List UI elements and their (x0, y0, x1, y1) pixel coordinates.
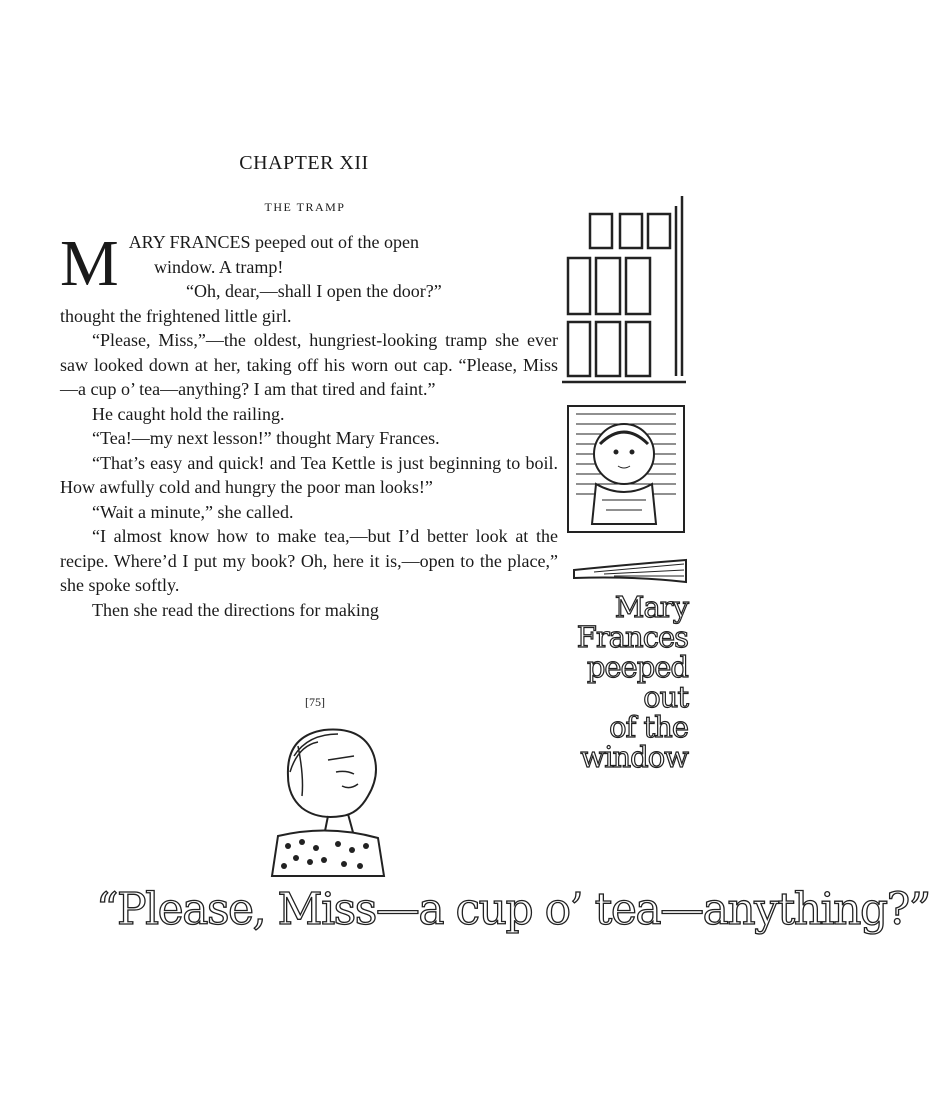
window-illustration (562, 196, 688, 392)
second-paragraph (60, 279, 558, 304)
second-paragraph-line-1: “Oh, dear,—shall I open the door?” (186, 281, 442, 301)
tramp-illustration (258, 716, 398, 880)
second-paragraph-rest: thought the frightened little girl. (60, 305, 292, 326)
paragraph: “Please, Miss,”—the oldest, hungriest-looking tramp she ever saw looked down at her, taking off his worn out cap. “Please, Miss—a cup o’ tea—anything? I am that tired and faint.” (60, 330, 558, 399)
opening-line-1: ARY FRANCES peeped out of the open (128, 232, 419, 252)
paragraph: Then she read the directions for making (92, 599, 379, 620)
side-caption-line: window (580, 740, 688, 774)
paragraph: “I almost know how to make tea,—but I’d better look at the recipe. Where’d I put my book? Oh, here it is,—open to the place,” she spoke softly. (60, 526, 558, 595)
page-number: [75] (305, 695, 325, 709)
side-caption-line: of the (609, 710, 688, 744)
bottom-illustration-caption: “Please, Miss—a cup o’ tea—anything?” (96, 884, 930, 935)
paragraph: “Wait a minute,” she called. (92, 501, 294, 522)
side-caption-line: Mary (614, 590, 688, 624)
section-title: THE TRAMP (264, 200, 346, 214)
paragraph: He caught hold the railing. (92, 403, 285, 424)
opening-line-2: window. A tramp! (154, 256, 284, 277)
paragraph: “Tea!—my next lesson!” thought Mary Frances. (92, 428, 440, 448)
girl-at-window-illustration (566, 404, 686, 534)
drop-cap: M (60, 227, 119, 300)
window-sill-illustration (574, 556, 688, 586)
body-text (60, 227, 558, 622)
chapter-title: CHAPTER XII (239, 152, 369, 174)
side-illustration-caption (556, 592, 688, 772)
paragraph: “That’s easy and quick! and Tea Kettle is just beginning to boil. How awfully cold and hungry the poor man looks!” (60, 452, 558, 497)
side-caption-line: peeped out (586, 650, 688, 714)
side-caption-line: Frances (576, 620, 688, 654)
